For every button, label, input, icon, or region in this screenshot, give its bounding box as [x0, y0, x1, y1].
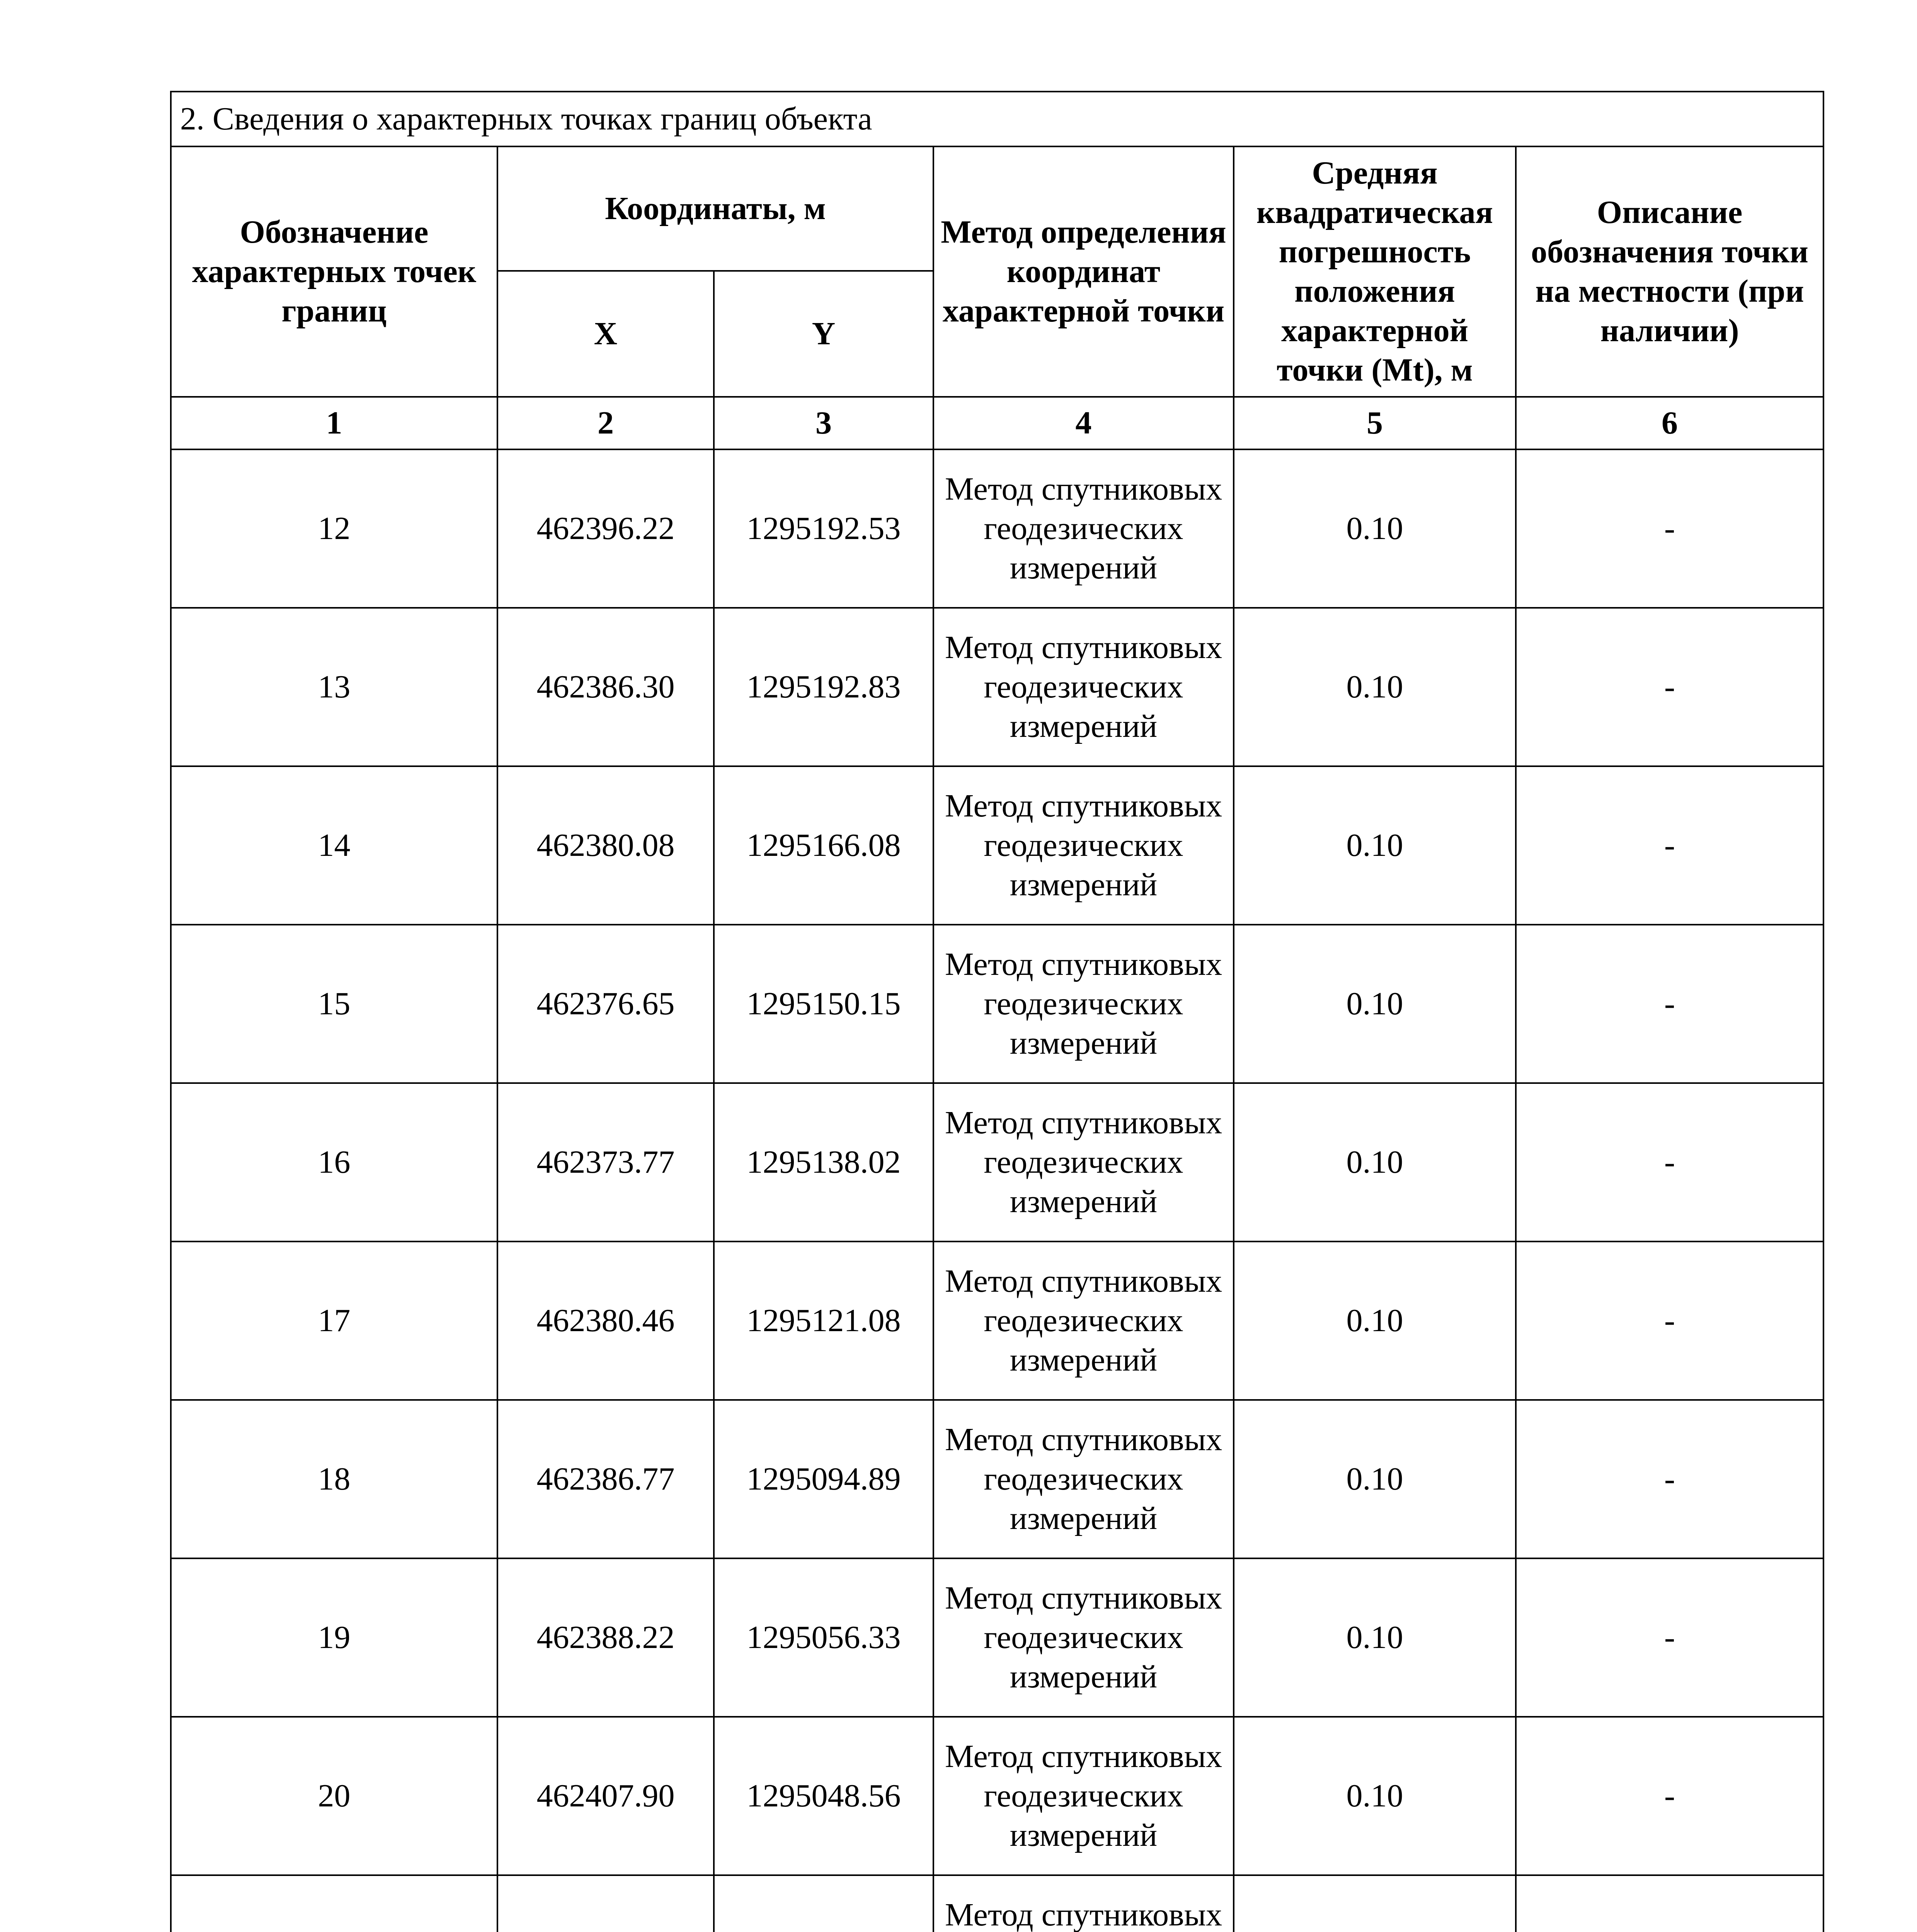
section2-header-description: Описание обозначения точки на местности (при наличии) [1516, 146, 1823, 397]
coord-y: 1295121.08 [714, 1242, 933, 1400]
table-row [171, 608, 1823, 766]
point-description: - [1516, 925, 1823, 1083]
section2-header-method: Метод определения координат характерной точки [933, 146, 1234, 397]
accuracy-mt: 0.10 [1234, 1400, 1516, 1558]
section2-column-number: 4 [933, 397, 1234, 449]
method: Метод спутниковых геодезических измерений [933, 1242, 1234, 1400]
point-number: 15 [171, 925, 497, 1083]
method: Метод спутниковых геодезических измерений [933, 1083, 1234, 1242]
point-description: - [1516, 1083, 1823, 1242]
table-row [171, 1875, 1823, 1932]
coord-y: 1295048.56 [714, 1717, 933, 1875]
section2-header-coordinates: Координаты, м [497, 146, 933, 271]
table-row [171, 1242, 1823, 1400]
point-number: 19 [171, 1558, 497, 1717]
boundary-points-table [170, 91, 1824, 1932]
section2-column-numbers-row [171, 397, 1823, 449]
section2-header-designation: Обозначение характерных точек границ [171, 146, 497, 397]
point-description [1516, 1875, 1823, 1932]
coord-x: 462388.22 [497, 1558, 714, 1717]
point-description: - [1516, 449, 1823, 608]
coord-y: 1295138.02 [714, 1083, 933, 1242]
table-row [171, 1083, 1823, 1242]
coord-x: 462396.22 [497, 449, 714, 608]
point-number [171, 1875, 497, 1932]
accuracy-mt: 0.10 [1234, 766, 1516, 925]
section2-title: 2. Сведения о характерных точках границ объекта [171, 92, 1823, 146]
point-description: - [1516, 1242, 1823, 1400]
coord-y [714, 1875, 933, 1932]
method: Метод спутниковых геодезических измерений [933, 766, 1234, 925]
method: Метод спутниковых геодезических измерений [933, 1717, 1234, 1875]
table-row [171, 925, 1823, 1083]
coord-y: 1295192.83 [714, 608, 933, 766]
coord-y: 1295056.33 [714, 1558, 933, 1717]
accuracy-mt: 0.10 [1234, 1558, 1516, 1717]
accuracy-mt: 0.10 [1234, 449, 1516, 608]
point-description: - [1516, 1558, 1823, 1717]
section2-column-number: 6 [1516, 397, 1823, 449]
coord-x: 462373.77 [497, 1083, 714, 1242]
section2-header-x: X [497, 271, 714, 397]
method: Метод спутниковых геодезических измерений [933, 925, 1234, 1083]
section2-column-number: 5 [1234, 397, 1516, 449]
section2-header-y: Y [714, 271, 933, 397]
accuracy-mt: 0.10 [1234, 925, 1516, 1083]
table-row [171, 1400, 1823, 1558]
coord-y: 1295150.15 [714, 925, 933, 1083]
method: Метод спутниковых геодезических измерений [933, 449, 1234, 608]
coord-x: 462376.65 [497, 925, 714, 1083]
coord-x: 462380.08 [497, 766, 714, 925]
section2-header-accuracy: Средняя квадратическая погрешность положения характерной точки (Mt), м [1234, 146, 1516, 397]
point-number: 14 [171, 766, 497, 925]
coord-y: 1295192.53 [714, 449, 933, 608]
method: Метод спутниковых [933, 1875, 1234, 1932]
coord-x: 462386.30 [497, 608, 714, 766]
table-row [171, 1558, 1823, 1717]
point-number: 16 [171, 1083, 497, 1242]
method: Метод спутниковых геодезических измерений [933, 1558, 1234, 1717]
accuracy-mt: 0.10 [1234, 608, 1516, 766]
accuracy-mt: 0.10 [1234, 1083, 1516, 1242]
method: Метод спутниковых геодезических измерений [933, 1400, 1234, 1558]
point-number: 12 [171, 449, 497, 608]
method: Метод спутниковых геодезических измерений [933, 608, 1234, 766]
point-number: 20 [171, 1717, 497, 1875]
section2-header-row [171, 146, 1823, 271]
point-description: - [1516, 1717, 1823, 1875]
coord-x [497, 1875, 714, 1932]
coord-x: 462380.46 [497, 1242, 714, 1400]
section2-column-number: 2 [497, 397, 714, 449]
accuracy-mt: 0.10 [1234, 1717, 1516, 1875]
point-description: - [1516, 608, 1823, 766]
coord-y: 1295094.89 [714, 1400, 933, 1558]
point-number: 18 [171, 1400, 497, 1558]
table-row [171, 1717, 1823, 1875]
table-row [171, 766, 1823, 925]
accuracy-mt [1234, 1875, 1516, 1932]
point-number: 17 [171, 1242, 497, 1400]
accuracy-mt: 0.10 [1234, 1242, 1516, 1400]
coord-x: 462407.90 [497, 1717, 714, 1875]
point-number: 13 [171, 608, 497, 766]
section2-column-number: 1 [171, 397, 497, 449]
section2-column-number: 3 [714, 397, 933, 449]
point-description: - [1516, 766, 1823, 925]
section2-title-row [171, 92, 1823, 146]
point-description: - [1516, 1400, 1823, 1558]
coord-x: 462386.77 [497, 1400, 714, 1558]
coord-y: 1295166.08 [714, 766, 933, 925]
table-row [171, 449, 1823, 608]
